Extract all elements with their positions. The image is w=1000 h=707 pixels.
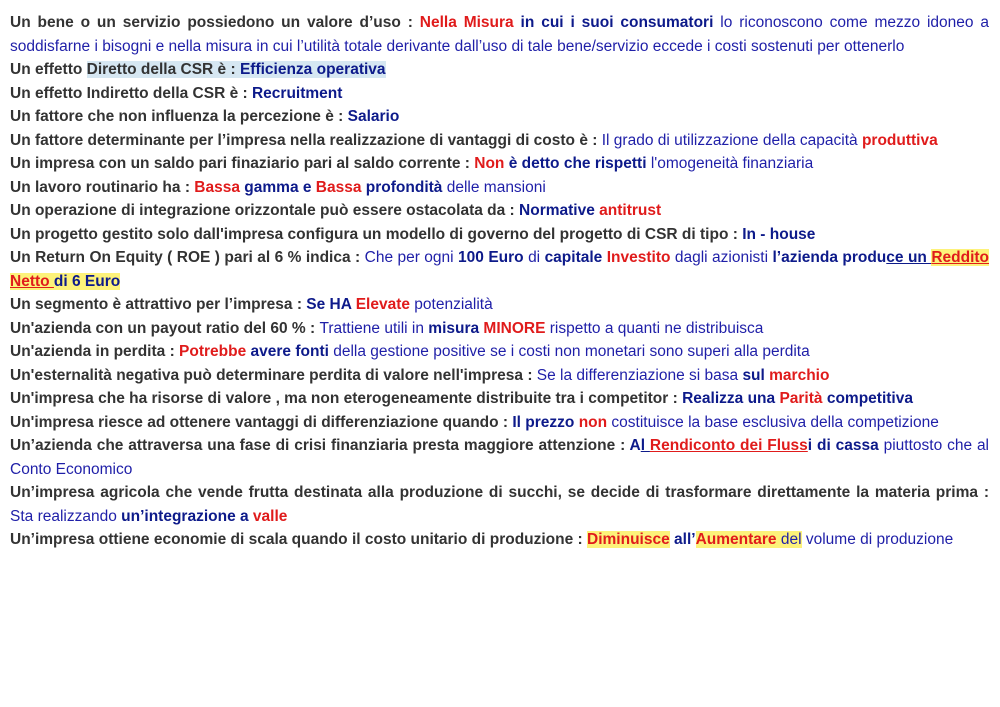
answer-text: l — [640, 437, 650, 454]
answer-text: Sta realizzando — [10, 507, 122, 525]
answer-text: avere fonti — [246, 343, 329, 360]
answer-text: produttiva — [861, 131, 938, 149]
question-text: Un effetto Indiretto della CSR è : — [10, 84, 252, 102]
answer-text: Che per ogni — [364, 249, 459, 266]
question-text: Un operazione di integrazione orizzontale può essere ostacolata da : — [10, 202, 520, 219]
answer-text: competitiva — [822, 390, 913, 407]
answer-text: Potrebbe — [179, 343, 247, 360]
qa-item — [10, 199, 989, 223]
answer-text: all’ — [669, 531, 696, 548]
question-text: Un'impresa che ha risorse di valore , ma non eterogeneamente distribuite tra i competitor : — [10, 390, 683, 407]
answer-text: piuttosto che al Conto Economico — [10, 437, 990, 478]
answer-text: l’azienda produ — [772, 249, 887, 266]
answer-text: MINORE — [483, 319, 546, 337]
answer-text: costituisce la base esclusiva della competizione — [607, 413, 939, 431]
qa-item — [10, 129, 989, 153]
question-text: Un'azienda con un payout ratio del 60 % : — [10, 319, 320, 337]
answer-text: Trattiene utili in — [319, 319, 429, 337]
question-text: Un bene o un servizio possiedono un valore d’uso : — [10, 14, 420, 31]
answer-text: lo riconoscono come mezzo idoneo a soddisfarne i bisogni e nella misura in cui l’utilità totale derivante dall’uso di tale bene/servizio eccede i costi sostenuti per ottenerlo — [10, 14, 990, 55]
qa-item — [10, 387, 989, 411]
answer-text: Bassa — [315, 178, 362, 196]
qa-item — [10, 58, 989, 82]
answer-text: Il prezzo — [512, 413, 579, 431]
answer-text: A — [629, 437, 641, 454]
answer-text: della gestione positive se i costi non monetari sono superi alla perdita — [328, 343, 810, 360]
answer-text: l'omogeneità finanziaria — [646, 155, 814, 172]
answer-text: Recruitment — [251, 84, 343, 102]
answer-text: volume di produzione — [801, 531, 954, 548]
answer-text: Diretto della CSR è : — [86, 61, 240, 78]
answer-text: Salario — [347, 108, 400, 125]
answer-text: potenzialità — [409, 296, 493, 313]
answer-text: di 6 Euro — [53, 272, 121, 290]
answer-text: valle — [252, 507, 288, 525]
answer-text: misura — [428, 319, 484, 337]
question-text: Un lavoro routinario ha : — [10, 178, 195, 196]
answer-text: del — [776, 531, 802, 548]
answer-text: gamma e — [239, 178, 316, 196]
answer-text: Se HA — [306, 296, 356, 313]
answer-text: Aumentare — [695, 531, 777, 548]
answer-text: rispetto a quanti ne distribuisca — [545, 319, 764, 337]
answer-text: è detto che rispetti — [504, 155, 647, 172]
qa-item — [10, 82, 989, 106]
answer-text: in cui i suoi consumatori — [513, 14, 714, 31]
answer-text: Nella Misura — [419, 14, 514, 31]
answer-text: Rendiconto dei Fluss — [649, 437, 808, 454]
answer-text: 100 Euro — [458, 249, 524, 266]
answer-text: Diminuisce — [587, 531, 670, 548]
qa-item — [10, 434, 989, 481]
quiz-document — [10, 11, 989, 552]
answer-text: Se la differenziazione si basa — [536, 366, 743, 384]
answer-text: delle mansioni — [442, 178, 546, 196]
question-text: Un’impresa ottiene economie di scala quando il costo unitario di produzione : — [10, 531, 588, 548]
question-text: Un effetto — [10, 61, 87, 78]
answer-text: Elevate — [355, 296, 410, 313]
answer-text: antitrust — [599, 202, 662, 219]
qa-item — [10, 223, 989, 247]
answer-text: Investito — [606, 249, 671, 266]
answer-text: un’integrazione a — [121, 507, 253, 525]
answer-text: Il grado di utilizzazione della capacità — [601, 131, 862, 149]
question-text: Un'esternalità negativa può determinare perdita di valore nell'impresa : — [10, 366, 537, 384]
answer-text: In - house — [742, 225, 816, 243]
question-text: Un impresa con un saldo pari finaziario pari al saldo corrente : — [10, 155, 475, 172]
question-text: Un’impresa agricola che vende frutta destinata alla produzione di succhi, se decide di trasformare direttamente la materia prima : — [10, 484, 989, 501]
answer-text: Bassa — [194, 178, 240, 196]
qa-item — [10, 11, 989, 58]
question-text: Un Return On Equity ( ROE ) pari al 6 % indica : — [10, 249, 365, 266]
answer-text: Efficienza operativa — [239, 61, 386, 78]
qa-item — [10, 105, 989, 129]
answer-text: Parità — [779, 390, 823, 407]
answer-text: marchio — [769, 366, 830, 384]
answer-text: Realizza una — [682, 390, 780, 407]
qa-item — [10, 152, 989, 176]
qa-item — [10, 528, 989, 552]
question-text: Un segmento è attrattivo per l’impresa : — [10, 296, 307, 313]
question-text: Un fattore che non influenza la percezione è : — [10, 108, 348, 125]
qa-item — [10, 293, 989, 317]
answer-text: sul — [742, 366, 770, 384]
question-text: Un progetto gestito solo dall'impresa configura un modello di governo del progetto di CSR di tipo : — [10, 225, 743, 243]
answer-text: Normative — [519, 202, 600, 219]
question-text: Un fattore determinante per l’impresa nella realizzazione di vantaggi di costo è : — [10, 131, 602, 149]
qa-item — [10, 317, 989, 341]
answer-text: non — [578, 413, 608, 431]
question-text: Un’azienda che attraversa una fase di crisi finanziaria presta maggiore attenzione : — [10, 437, 630, 454]
question-text: Un'azienda in perdita : — [10, 343, 180, 360]
answer-text: capitale — [544, 249, 607, 266]
qa-item — [10, 246, 989, 293]
answer-text: Non — [474, 155, 505, 172]
qa-item — [10, 364, 989, 388]
qa-item — [10, 340, 989, 364]
answer-text: i di cassa — [807, 437, 879, 454]
qa-item — [10, 411, 989, 435]
answer-text: di — [523, 249, 545, 266]
question-text: Un'impresa riesce ad ottenere vantaggi di differenziazione quando : — [10, 413, 513, 431]
answer-text: dagli azionisti — [670, 249, 773, 266]
qa-item — [10, 176, 989, 200]
answer-text: Reddito Netto — [10, 249, 989, 290]
answer-text: profondità — [361, 178, 443, 196]
qa-item — [10, 481, 989, 528]
answer-text: ce un — [886, 249, 932, 266]
